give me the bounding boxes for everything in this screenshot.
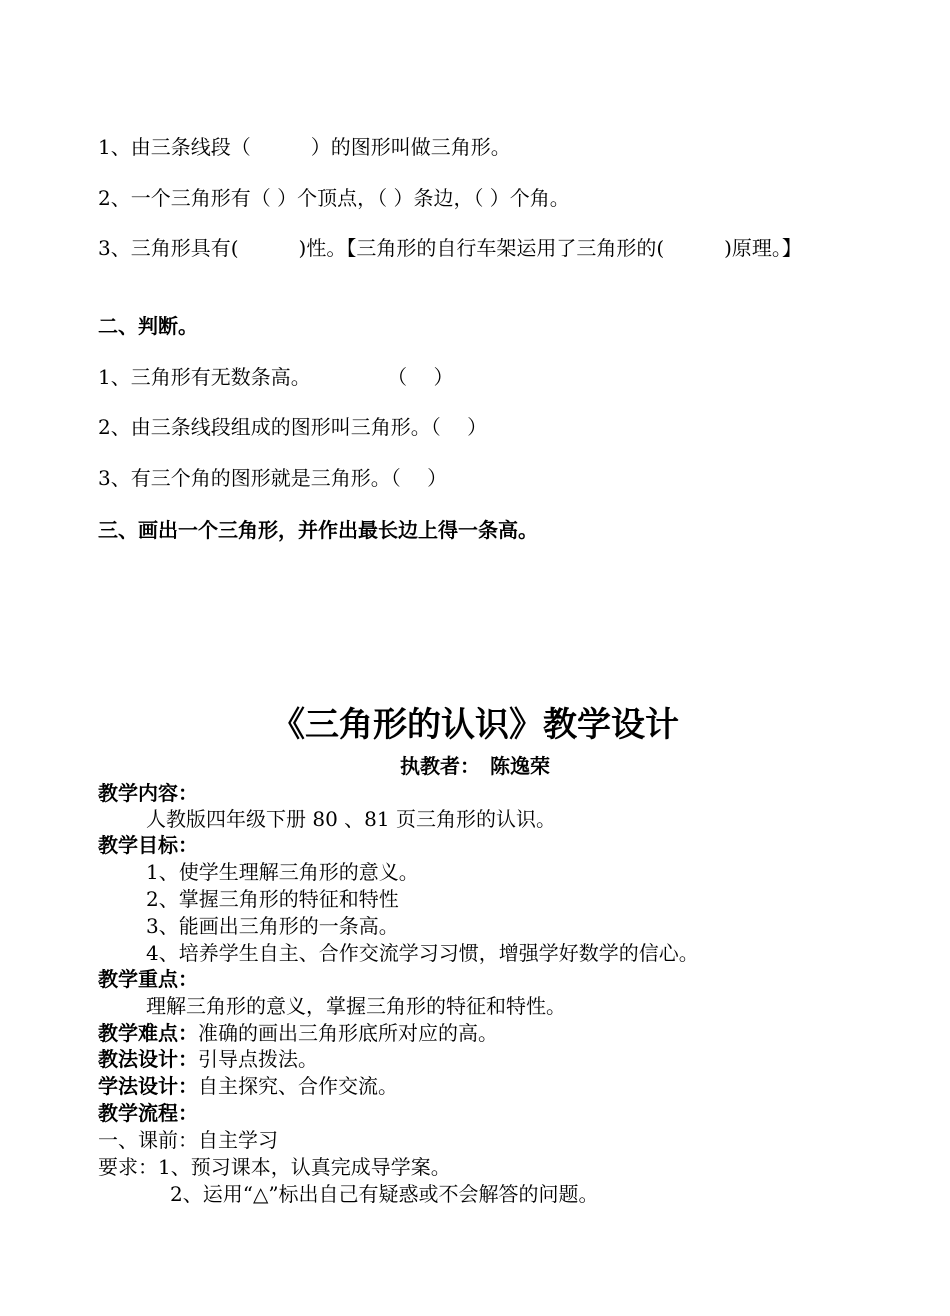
method-label: 教法设计： bbox=[98, 1047, 198, 1071]
study-text: 自主探究、合作交流。 bbox=[198, 1074, 398, 1098]
judge-item-2: 2、由三条线段组成的图形叫三角形。（ ） bbox=[98, 415, 488, 439]
goal-item-1: 1、使学生理解三角形的意义。 bbox=[146, 860, 419, 884]
study-label: 学法设计： bbox=[98, 1074, 198, 1098]
goal-item-2: 2、掌握三角形的特征和特性 bbox=[146, 887, 399, 911]
design-title: 《三角形的认识》教学设计 bbox=[271, 705, 679, 745]
key-label: 教学重点： bbox=[98, 967, 198, 991]
judge-heading: 二、判断。 bbox=[98, 314, 198, 338]
draw-task-heading: 三、画出一个三角形，并作出最长边上得一条高。 bbox=[98, 518, 538, 542]
fill-blank-item-3: 3、三角形具有( )性。【三角形的自行车架运用了三角形的( )原理。】 bbox=[98, 236, 802, 260]
design-author: 执教者： 陈逸荣 bbox=[400, 754, 550, 778]
goal-item-4: 4、培养学生自主、合作交流学习习惯，增强学好数学的信心。 bbox=[146, 941, 699, 965]
requirement-item-1: 1、预习课本，认真完成导学案。 bbox=[158, 1155, 451, 1179]
method-text: 引导点拨法。 bbox=[198, 1047, 318, 1071]
method-line bbox=[98, 1046, 318, 1072]
goal-item-3: 3、能画出三角形的一条高。 bbox=[146, 914, 399, 938]
fill-blank-item-1: 1、由三条线段（ ）的图形叫做三角形。 bbox=[98, 135, 511, 159]
content-text: 人教版四年级下册 80 、81 页三角形的认识。 bbox=[146, 807, 556, 831]
judge-item-1: 1、三角形有无数条高。 （ ） bbox=[98, 365, 454, 389]
requirement-line-1 bbox=[98, 1154, 451, 1180]
study-line bbox=[98, 1073, 398, 1099]
difficulty-line bbox=[98, 1020, 498, 1046]
goals-label: 教学目标： bbox=[98, 833, 198, 857]
requirement-item-2: 2、运用“△”标出自己有疑惑或不会解答的问题。 bbox=[170, 1182, 599, 1206]
judge-item-3: 3、有三个角的图形就是三角形。（ ） bbox=[98, 466, 448, 490]
process-label: 教学流程： bbox=[98, 1101, 198, 1125]
process-step: 一、课前：自主学习 bbox=[98, 1128, 278, 1152]
difficulty-text: 准确的画出三角形底所对应的高。 bbox=[198, 1021, 498, 1045]
requirement-label: 要求： bbox=[98, 1155, 158, 1179]
content-label: 教学内容： bbox=[98, 781, 198, 805]
difficulty-label: 教学难点： bbox=[98, 1021, 198, 1045]
key-text: 理解三角形的意义，掌握三角形的特征和特性。 bbox=[146, 994, 566, 1018]
fill-blank-item-2: 2、一个三角形有（ ）个顶点，（ ）条边，（ ）个角。 bbox=[98, 186, 570, 210]
